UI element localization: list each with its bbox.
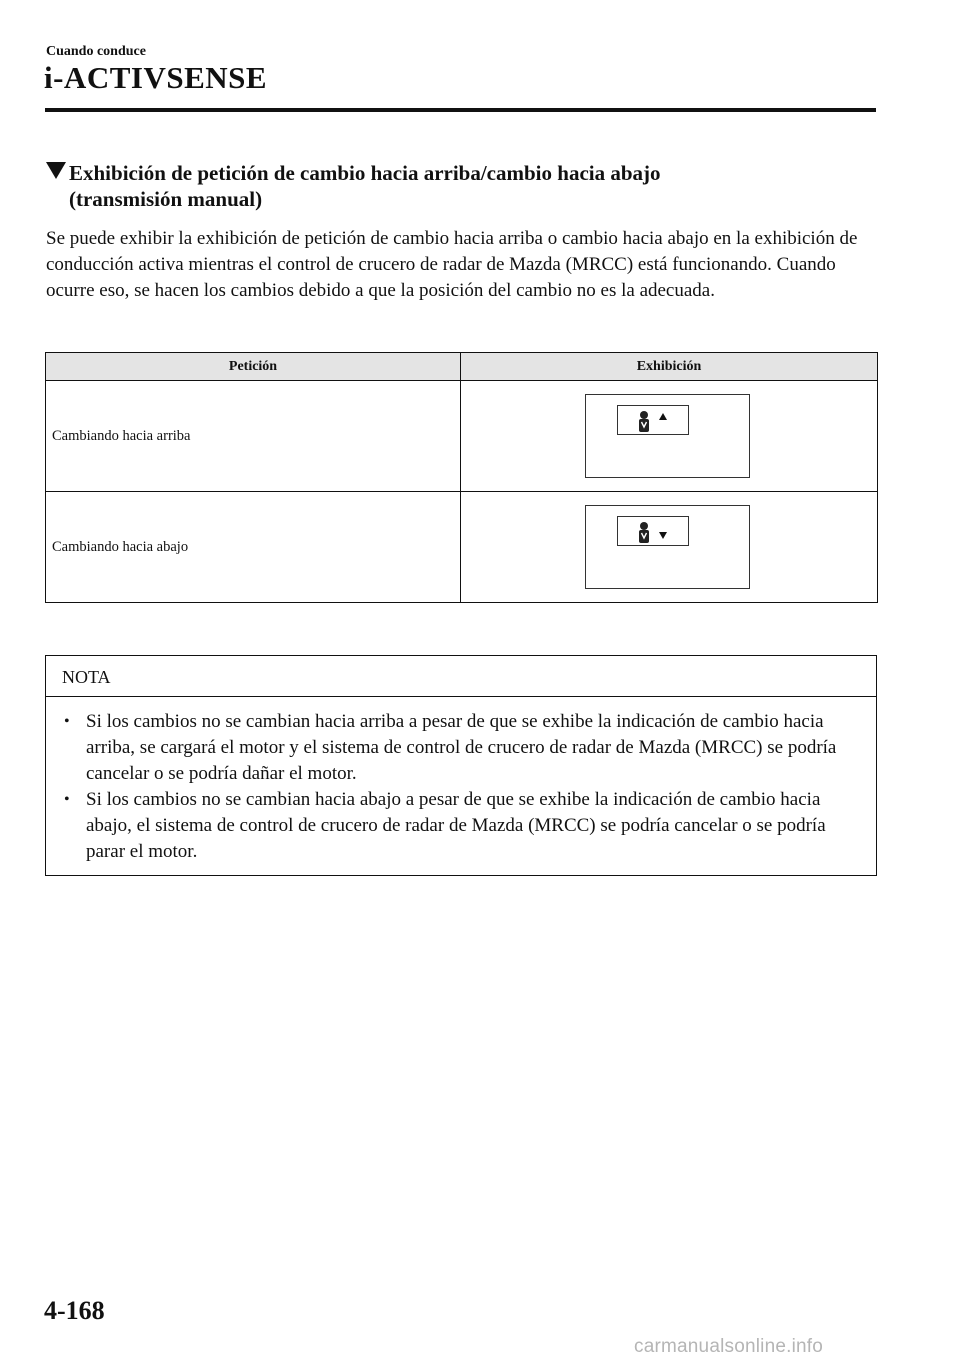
display-cell bbox=[461, 381, 878, 492]
page-title: i-ACTIVSENSE bbox=[44, 60, 268, 95]
triangle-bullet-icon bbox=[46, 162, 66, 179]
note-box bbox=[45, 655, 877, 876]
chapter-label: Cuando conduce bbox=[46, 44, 146, 59]
note-list bbox=[46, 697, 876, 865]
shift-request-table bbox=[45, 352, 878, 603]
watermark: carmanualsonline.info bbox=[634, 1336, 824, 1357]
table-row bbox=[46, 381, 878, 492]
display-screen bbox=[585, 505, 750, 589]
header-divider bbox=[45, 108, 876, 112]
bullet-icon: • bbox=[64, 713, 70, 730]
note-item-text: Si los cambios no se cambian hacia arriba a pesar de que se exhibe la indicación de cambio hacia arriba, se cargará el motor y el sistema de control de crucero de radar de Mazda (MRCC) se podría cancelar o se podría dañar el motor. bbox=[86, 711, 837, 784]
shift-up-indicator-icon bbox=[617, 405, 689, 435]
note-item-text: Si los cambios no se cambian hacia abajo a pesar de que se exhibe la indicación de cambio hacia abajo, el sistema de control de crucero de radar de Mazda (MRCC) se podría cancelar o se podría parar el motor. bbox=[86, 789, 826, 862]
table-row bbox=[46, 492, 878, 603]
display-cell bbox=[461, 492, 878, 603]
intro-paragraph: Se puede exhibir la exhibición de petición de cambio hacia arriba o cambio hacia abajo en la exhibición de conducción activa mientras el control de crucero de radar de Mazda (MRCC) está funcionando. Cuando ocurre eso, se hacen los cambios debido a que la posición del cambio no es la adecuada. bbox=[46, 228, 858, 301]
table-header-request: Petición bbox=[46, 353, 461, 381]
shift-down-indicator-icon bbox=[617, 516, 689, 546]
section-heading-line2: (transmisión manual) bbox=[69, 187, 263, 211]
note-title: NOTA bbox=[46, 656, 876, 697]
page-number: 4-168 bbox=[44, 1296, 105, 1325]
bullet-icon: • bbox=[64, 791, 70, 808]
section-heading-line1: Exhibición de petición de cambio hacia arriba/cambio hacia abajo bbox=[69, 161, 661, 185]
list-item bbox=[64, 709, 866, 787]
list-item bbox=[64, 787, 866, 865]
table-header-display: Exhibición bbox=[461, 353, 878, 381]
display-screen bbox=[585, 394, 750, 478]
section-heading bbox=[46, 160, 866, 212]
row-label-shift-up: Cambiando hacia arriba bbox=[46, 381, 461, 492]
row-label-shift-down: Cambiando hacia abajo bbox=[46, 492, 461, 603]
table-header-row bbox=[46, 353, 878, 381]
